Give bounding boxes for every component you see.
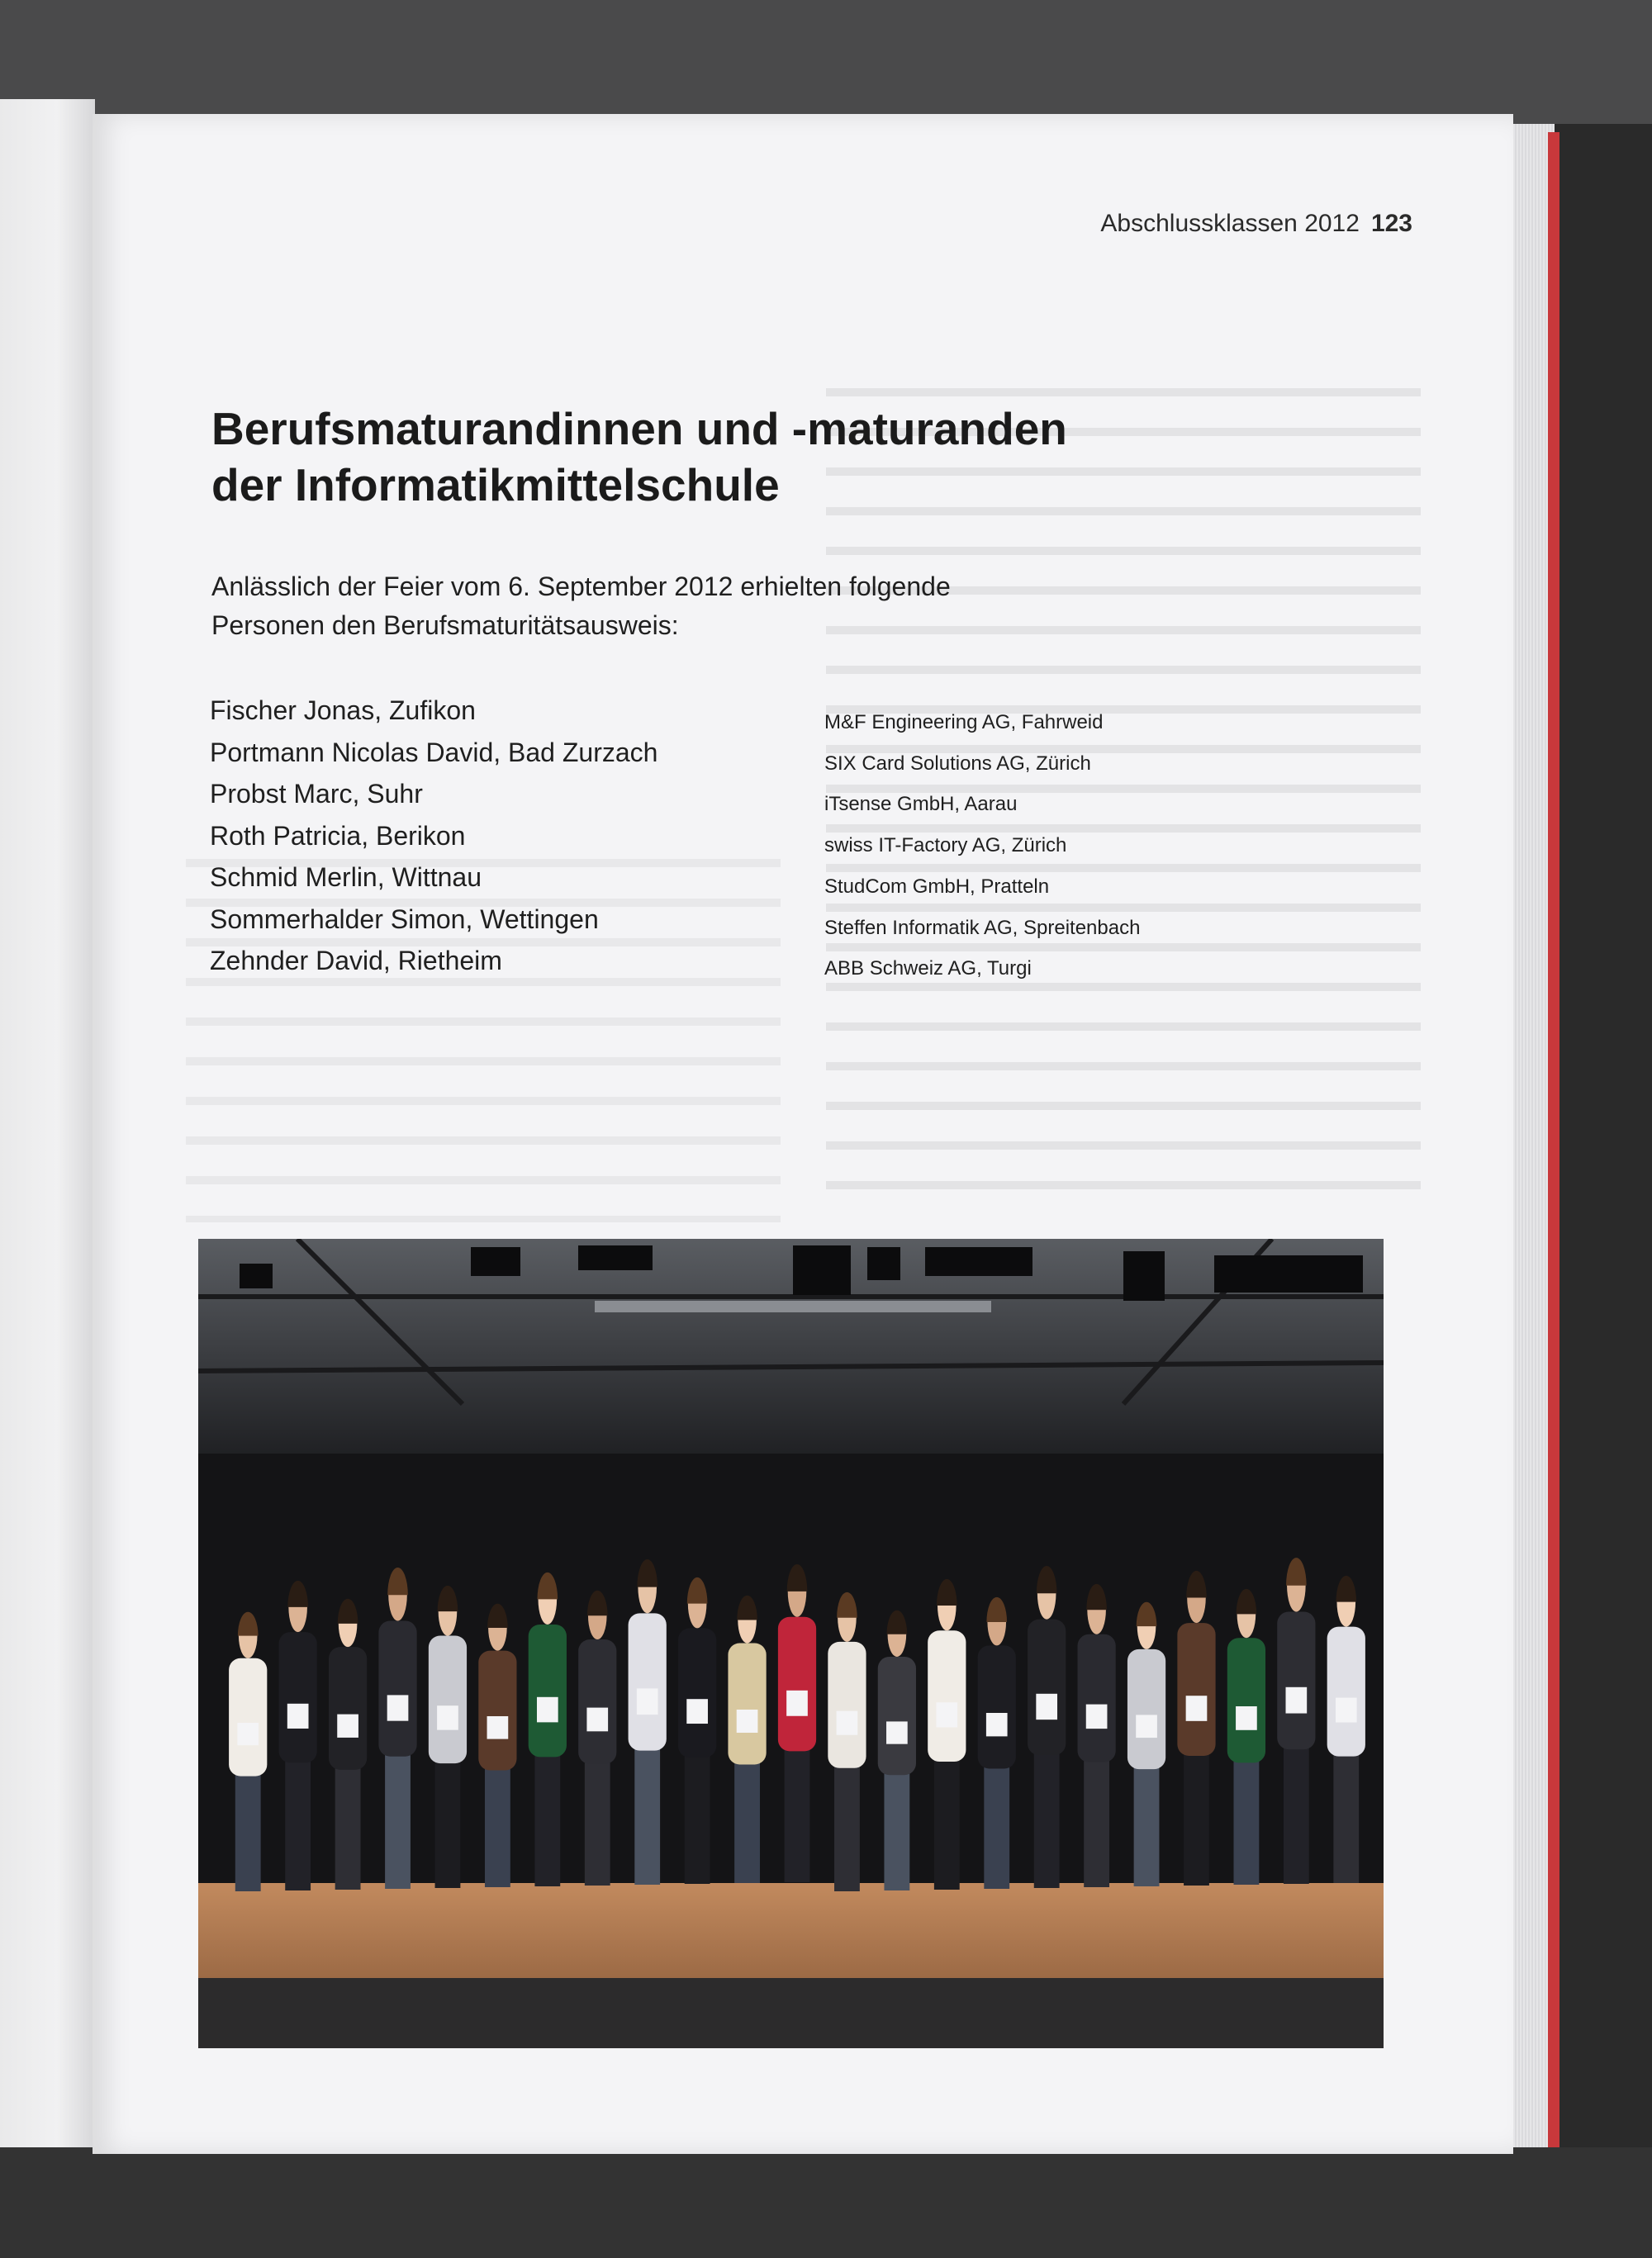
certificate [487,1716,509,1739]
graduate-item: Roth Patricia, Berikon [210,820,466,851]
certificate [1036,1694,1057,1720]
cover-edge [1548,132,1559,2147]
company-item: iTsense GmbH, Aarau [824,793,1018,816]
section-title: Abschlussklassen 2012 [1100,210,1360,237]
certificate [337,1715,358,1738]
certificate [537,1697,558,1723]
company-item: Steffen Informatik AG, Spreitenbach [824,916,1141,939]
certificate [237,1723,259,1745]
company-item: SIX Card Solutions AG, Zürich [824,752,1091,775]
certificate [886,1721,908,1743]
group-photo-illustration [198,1239,1384,2048]
article-title [211,401,1244,513]
certificate [387,1695,409,1720]
certificate [586,1708,608,1732]
stage-ceiling [198,1239,1384,1454]
certificate [1286,1687,1308,1714]
certificate [686,1699,708,1724]
graduates-group [229,1558,1365,1891]
graduate-item: Schmid Merlin, Wittnau [210,862,482,892]
certificate [1136,1715,1157,1738]
certificate [936,1702,957,1727]
certificate [637,1688,658,1715]
certificate [1086,1705,1108,1729]
intro-line-2: Personen den Berufsmaturitätsausweis: [211,610,679,640]
background-top [0,0,1652,124]
graduate-item: Portmann Nicolas David, Bad Zurzach [210,737,658,767]
certificate [837,1711,858,1735]
certificate [1186,1696,1208,1721]
certificate [1336,1698,1357,1723]
company-item: StudCom GmbH, Pratteln [824,875,1050,898]
left-page-edge [0,99,95,2147]
group-photo [198,1239,1384,2048]
graduate-item: Probst Marc, Suhr [210,779,423,809]
intro-paragraph [211,567,1037,645]
stage-front [198,1978,1384,2048]
background-bottom [0,2147,1652,2258]
graduate-item: Sommerhalder Simon, Wettingen [210,904,599,934]
company-item: swiss IT-Factory AG, Zürich [824,834,1067,857]
certificate [1236,1706,1257,1730]
stage-floor [198,1883,1384,1978]
intro-line-1: Anlässlich der Feier vom 6. September 2012 erhielten folgende [211,572,951,601]
certificate [437,1705,458,1729]
company-item: M&F Engineering AG, Fahrweid [824,711,1104,733]
title-line-2: der Informatikmittelschule [211,459,780,510]
company-item: ABB Schweiz AG, Turgi [824,957,1032,980]
certificate [287,1704,309,1729]
page-number: 123 [1370,210,1412,237]
certificate [786,1691,808,1716]
certificate [986,1713,1008,1736]
graduate-item: Zehnder David, Rietheim [210,946,502,975]
companies-list [824,702,1254,989]
graduates-list [210,690,788,982]
graduate-item: Fischer Jonas, Zufikon [210,695,476,725]
title-line-1: Berufsmaturandinnen und -maturanden [211,403,1067,454]
running-head [1024,210,1412,238]
ceiling-screen [595,1301,991,1312]
certificate [737,1710,758,1733]
